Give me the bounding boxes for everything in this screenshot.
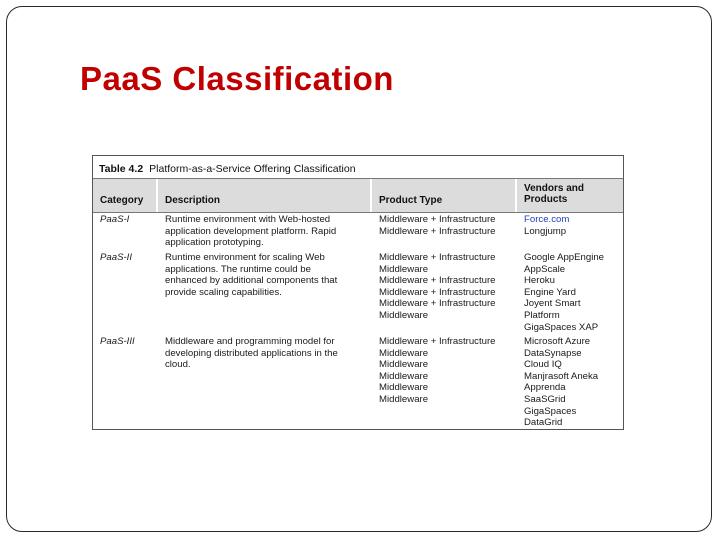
vendor-item: DataGrid bbox=[524, 417, 563, 429]
product-type-line: Middleware bbox=[379, 347, 429, 359]
slide-title: PaaS Classification bbox=[80, 60, 394, 97]
product-type-line: Middleware bbox=[379, 359, 429, 371]
product-type-line: Middleware bbox=[379, 309, 429, 321]
column-separator bbox=[370, 179, 372, 212]
product-type-line: Middleware bbox=[379, 370, 429, 382]
row-product-type bbox=[379, 214, 496, 237]
vendor-item: Apprenda bbox=[524, 382, 566, 394]
product-type-line: Middleware + Infrastructure bbox=[379, 336, 496, 347]
vendor-item: DataSynapse bbox=[524, 347, 582, 359]
product-type-line: Middleware + Infrastructure bbox=[379, 252, 496, 263]
row-vendors bbox=[524, 336, 598, 429]
description-line: cloud. bbox=[165, 359, 191, 371]
vendor-link[interactable]: Force.com bbox=[524, 214, 570, 225]
row-product-type bbox=[379, 252, 496, 322]
row-description bbox=[165, 252, 337, 298]
product-type-line: Middleware + Infrastructure bbox=[379, 298, 496, 310]
classification-table bbox=[92, 155, 624, 430]
description-line: Runtime environment with Web-hosted bbox=[165, 214, 331, 225]
vendor-item: Platform bbox=[524, 309, 560, 321]
header-category: Category bbox=[100, 195, 144, 206]
column-separator bbox=[156, 179, 158, 212]
vendor-item: GigaSpaces bbox=[524, 405, 577, 417]
description-line: developing distributed applications in the bbox=[165, 347, 338, 359]
table-caption bbox=[99, 163, 356, 175]
vendor-item: Heroku bbox=[524, 275, 555, 287]
product-type-line: Middleware bbox=[379, 382, 429, 394]
vendor-item: Manjrasoft Aneka bbox=[524, 370, 599, 382]
description-line: application development platform. Rapid bbox=[165, 225, 337, 237]
description-line: Middleware and programming model for bbox=[165, 336, 335, 347]
row-description bbox=[165, 336, 338, 371]
row-description bbox=[165, 214, 336, 249]
row-vendors bbox=[524, 214, 569, 237]
vendor-item: Joyent Smart bbox=[524, 298, 581, 310]
description-line: applications. The runtime could be bbox=[165, 263, 311, 275]
vendor-item: AppScale bbox=[524, 263, 566, 275]
description-line: application prototyping. bbox=[165, 237, 264, 249]
row-category: PaaS-I bbox=[100, 214, 130, 225]
vendor-item: GigaSpaces XAP bbox=[524, 321, 599, 333]
header-product-type: Product Type bbox=[379, 195, 443, 206]
product-type-line: Middleware + Infrastructure bbox=[379, 275, 496, 287]
row-product-type bbox=[379, 336, 496, 406]
header-vendors-line: Products bbox=[524, 194, 568, 205]
product-type-line: Middleware + Infrastructure bbox=[379, 214, 496, 225]
product-type-line: Middleware bbox=[379, 263, 429, 275]
table-number: Table 4.2 bbox=[99, 163, 144, 175]
vendor-item: SaaSGrid bbox=[524, 393, 566, 405]
product-type-line: Middleware + Infrastructure bbox=[379, 225, 496, 237]
description-line: provide scaling capabilities. bbox=[165, 286, 282, 298]
row-vendors bbox=[524, 252, 604, 333]
description-line: Runtime environment for scaling Web bbox=[165, 252, 325, 263]
vendor-item: Google AppEngine bbox=[524, 252, 605, 263]
description-line: enhanced by additional components that bbox=[165, 275, 338, 287]
product-type-line: Middleware + Infrastructure bbox=[379, 286, 496, 298]
row-category: PaaS-III bbox=[100, 336, 135, 347]
row-category: PaaS-II bbox=[100, 252, 132, 263]
vendor-item: Longjump bbox=[524, 225, 567, 237]
table-caption-text: Platform-as-a-Service Offering Classification bbox=[149, 163, 356, 175]
header-vendors-line: Vendors and bbox=[524, 183, 585, 194]
vendor-item: Cloud IQ bbox=[524, 359, 562, 371]
vendor-item: Engine Yard bbox=[524, 286, 576, 298]
product-type-line: Middleware bbox=[379, 393, 429, 405]
column-separator bbox=[515, 179, 517, 212]
header-rule bbox=[93, 212, 623, 213]
header-vendors bbox=[524, 183, 584, 205]
vendor-item: Microsoft Azure bbox=[524, 336, 591, 347]
header-description: Description bbox=[165, 195, 221, 206]
